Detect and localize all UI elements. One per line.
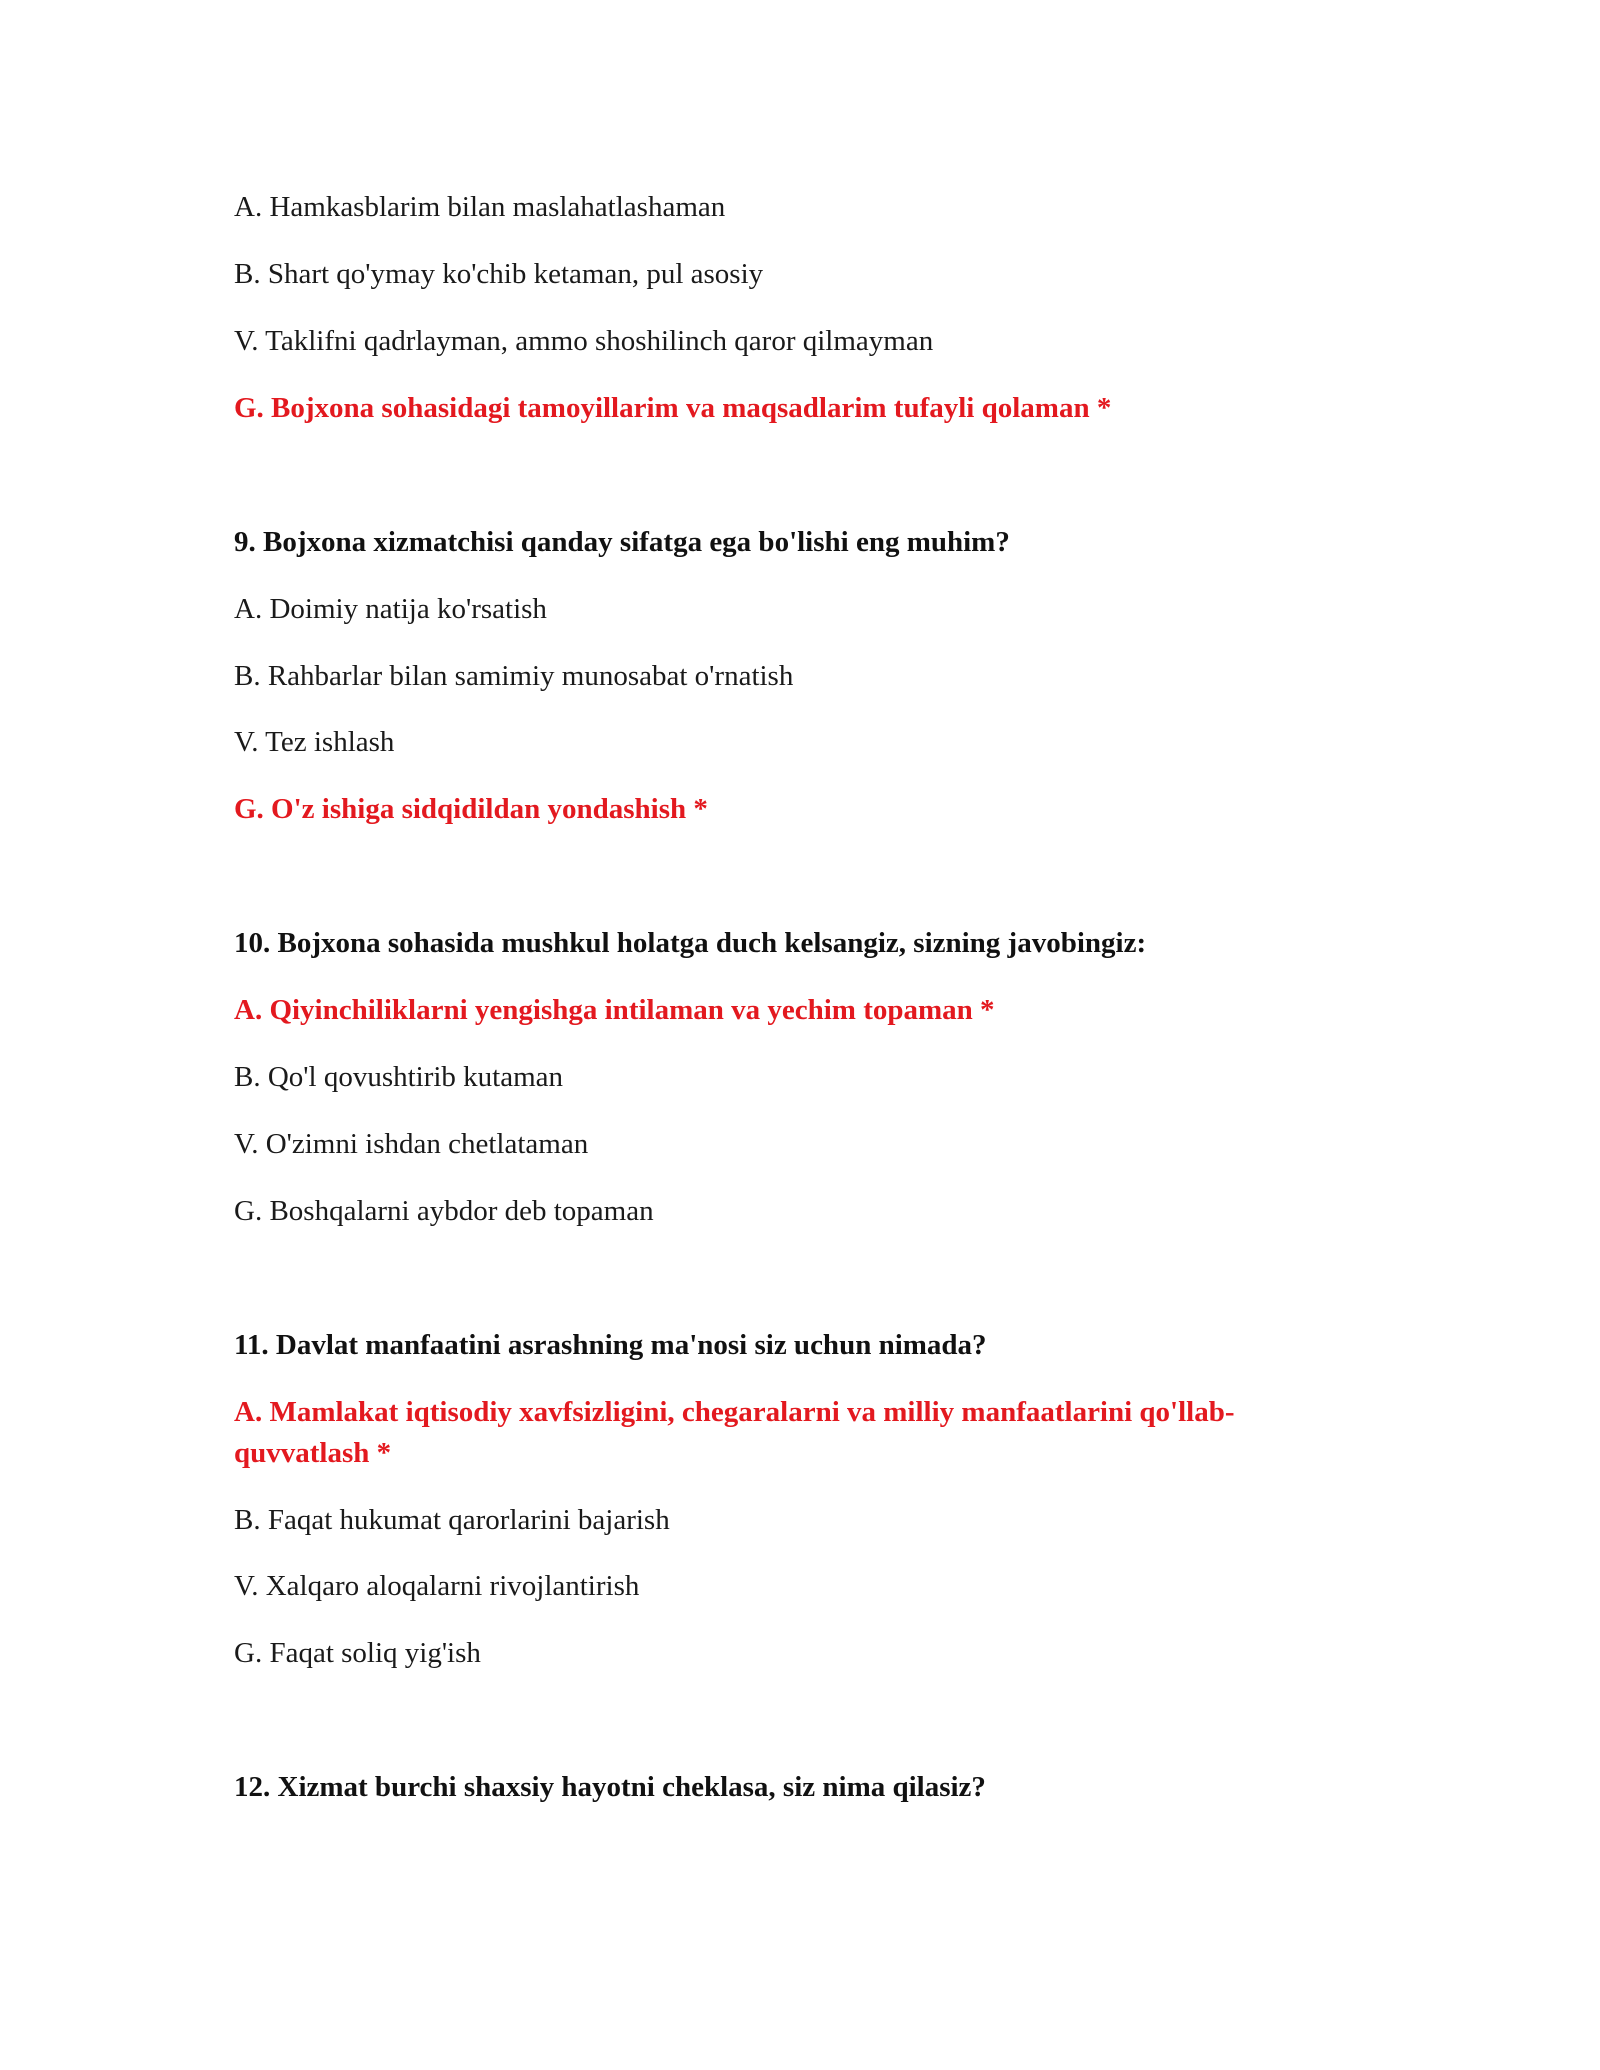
answer-option-g: G. Boshqalarni aybdor deb topaman: [234, 1195, 654, 1227]
answer-option-b: B. Shart qo'ymay ko'chib ketaman, pul asosiy: [234, 258, 764, 290]
answer-option-a-correct: A. Qiyinchiliklarni yengishga intilaman va yechim topaman *: [234, 994, 995, 1026]
answer-option-b: B. Rahbarlar bilan samimiy munosabat o'rnatish: [234, 660, 794, 692]
question-10: 10. Bojxona sohasida mushkul holatga duch kelsangiz, sizning javobingiz:: [234, 927, 1147, 959]
answer-option-v: V. Taklifni qadrlayman, ammo shoshilinch qaror qilmayman: [234, 325, 934, 357]
answer-option-g-correct: G. Bojxona sohasidagi tamoyillarim va maqsadlarim tufayli qolaman *: [234, 392, 1112, 424]
question-12: 12. Xizmat burchi shaxsiy hayotni cheklasa, siz nima qilasiz?: [234, 1771, 986, 1803]
answer-option-a-correct: A. Mamlakat iqtisodiy xavfsizligini, chegaralarni va milliy manfaatlarini qo'llab-quvvatlash *: [234, 1396, 1235, 1469]
question-9: 9. Bojxona xizmatchisi qanday sifatga ega bo'lishi eng muhim?: [234, 526, 1010, 558]
answer-option-g: G. Faqat soliq yig'ish: [234, 1637, 481, 1669]
answer-option-a: A. Doimiy natija ko'rsatish: [234, 593, 547, 625]
question-11: 11. Davlat manfaatini asrashning ma'nosi siz uchun nimada?: [234, 1329, 987, 1361]
answer-option-v: V. Tez ishlash: [234, 726, 395, 758]
answer-option-v: V. Xalqaro aloqalarni rivojlantirish: [234, 1570, 640, 1602]
answer-option-b: B. Faqat hukumat qarorlarini bajarish: [234, 1504, 670, 1536]
answer-option-b: B. Qo'l qovushtirib kutaman: [234, 1061, 564, 1093]
answer-option-a: A. Hamkasblarim bilan maslahatlashaman: [234, 191, 726, 223]
answer-option-v: V. O'zimni ishdan chetlataman: [234, 1128, 589, 1160]
answer-option-g-correct: G. O'z ishiga sidqidildan yondashish *: [234, 793, 708, 825]
